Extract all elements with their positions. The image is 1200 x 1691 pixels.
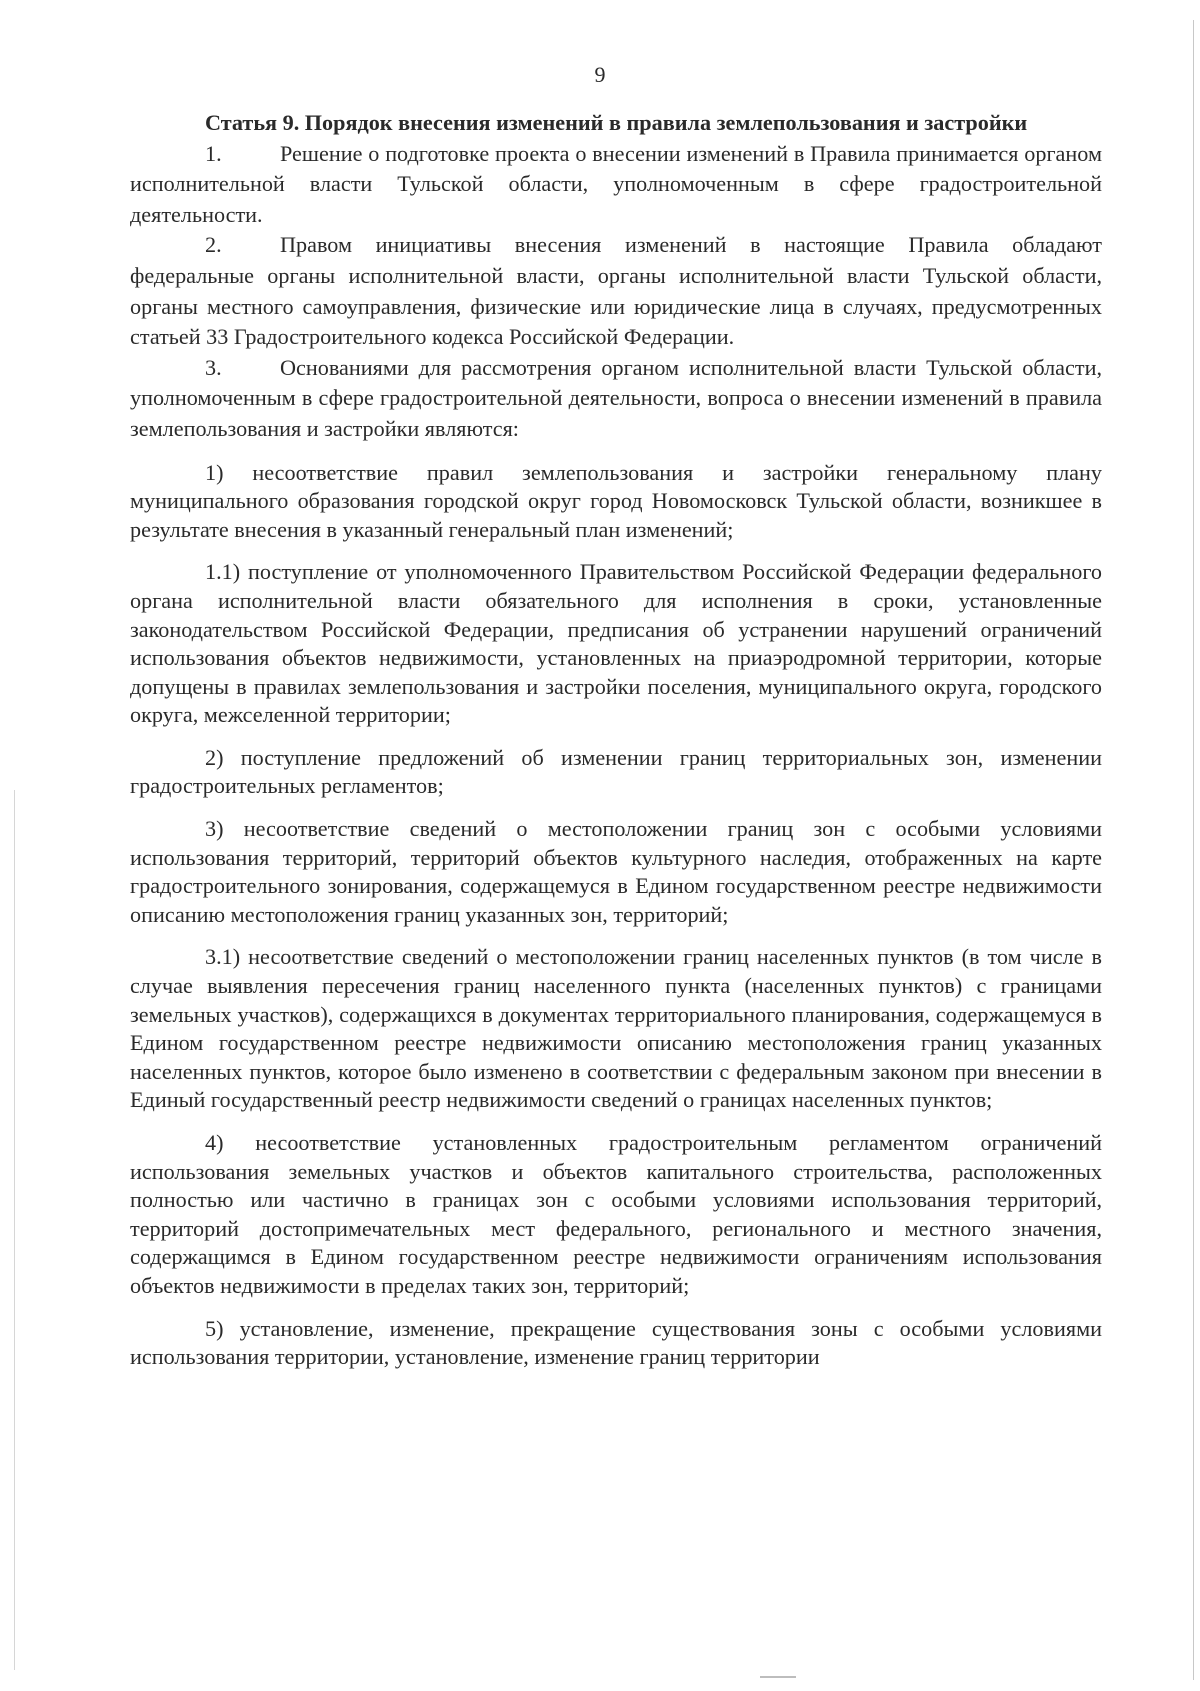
paragraph-number: 3. xyxy=(205,354,222,380)
document-body xyxy=(130,108,1102,1372)
list-item: 1) несоответствие правил землепользования и застройки генеральному плану муниципального образования городской округ город Новомосковск Тульской области, возникшее в результате внесения в указанный генеральный план изменений; xyxy=(130,459,1102,542)
paragraph-3 xyxy=(130,353,1102,445)
article-title: Статья 9. Порядок внесения изменений в правила землепользования и застройки xyxy=(205,110,1028,135)
list-item: 4) несоответствие установленных градостроительным регламентом ограничений использования земельных участков и объектов капитального строительства, расположенных полностью или частично в границах зон с особыми условиями использования территорий, территорий достопримечательных мест федерального, регионального и местного значения, содержащимся в Едином государственном реестре недвижимости ограничениям использования объектов недвижимости в пределах таких зон, территорий; xyxy=(130,1130,1102,1298)
scan-mark xyxy=(760,1676,796,1678)
list-item: 5) установление, изменение, прекращение существования зоны с особыми условиями использования территории, установление, изменение границ территории xyxy=(130,1315,1102,1370)
paragraph-2 xyxy=(130,230,1102,352)
list-item: 2) поступление предложений об изменении границ территориальных зон, изменении градостроительных регламентов; xyxy=(130,744,1102,799)
page-number: 9 xyxy=(594,62,606,87)
list-item: 3.1) несоответствие сведений о местоположении границ населенных пунктов (в том числе в случае выявления пересечения границ населенного пункта (населенных пунктов) с границами земельных участков), содержащихся в документах территориального планирования, содержащемуся в Едином государственном реестре недвижимости описанию местоположения границ указанных населенных пунктов, которое было изменено в соответствии с федеральным законом при внесении в Единый государственный реестр недвижимости сведений о границах населенных пунктов; xyxy=(130,944,1102,1113)
paragraph-number: 2. xyxy=(205,232,222,258)
scan-edge-line xyxy=(14,790,15,1670)
paragraph-text: Правом инициативы внесения изменений в настоящие Правила обладают федеральные органы исполнительной власти, органы исполнительной власти Тульской области, органы местного самоуправления, физические или юридические лица в случаях, предусмотренных статьей 33 Градостроительного кодекса Российской Федерации. xyxy=(130,232,1102,350)
list-item: 3) несоответствие сведений о местоположении границ зон с особыми условиями использования территорий, территорий объектов культурного наследия, отображенных на карте градостроительного зонирования, содержащемуся в Едином государственном реестре недвижимости описанию местоположения границ указанных зон, территорий; xyxy=(130,816,1102,927)
paragraph-text: Основаниями для рассмотрения органом исполнительной власти Тульской области, уполномоченным в сфере градостроительной деятельности, вопроса о внесении изменений в правила землепользования и застройки являются: xyxy=(130,354,1102,441)
scan-edge-line xyxy=(1193,20,1194,1680)
list-item: 1.1) поступление от уполномоченного Правительством Российской Федерации федерального органа исполнительной власти обязательного для исполнения в сроки, установленные законодательством Российской Федерации, предписания об устранении нарушений ограничений использования объектов недвижимости, установленных на приаэродромной территории, которые допущены в правилах землепользования и застройки поселения, муниципального округа, городского округа, межселенной территории; xyxy=(130,559,1102,728)
paragraph-number: 1. xyxy=(205,140,222,166)
paragraph-1 xyxy=(130,139,1102,231)
paragraph-text: Решение о подготовке проекта о внесении изменений в Правила принимается органом исполнительной власти Тульской области, уполномоченным в сфере градостроительной деятельности. xyxy=(130,140,1102,227)
